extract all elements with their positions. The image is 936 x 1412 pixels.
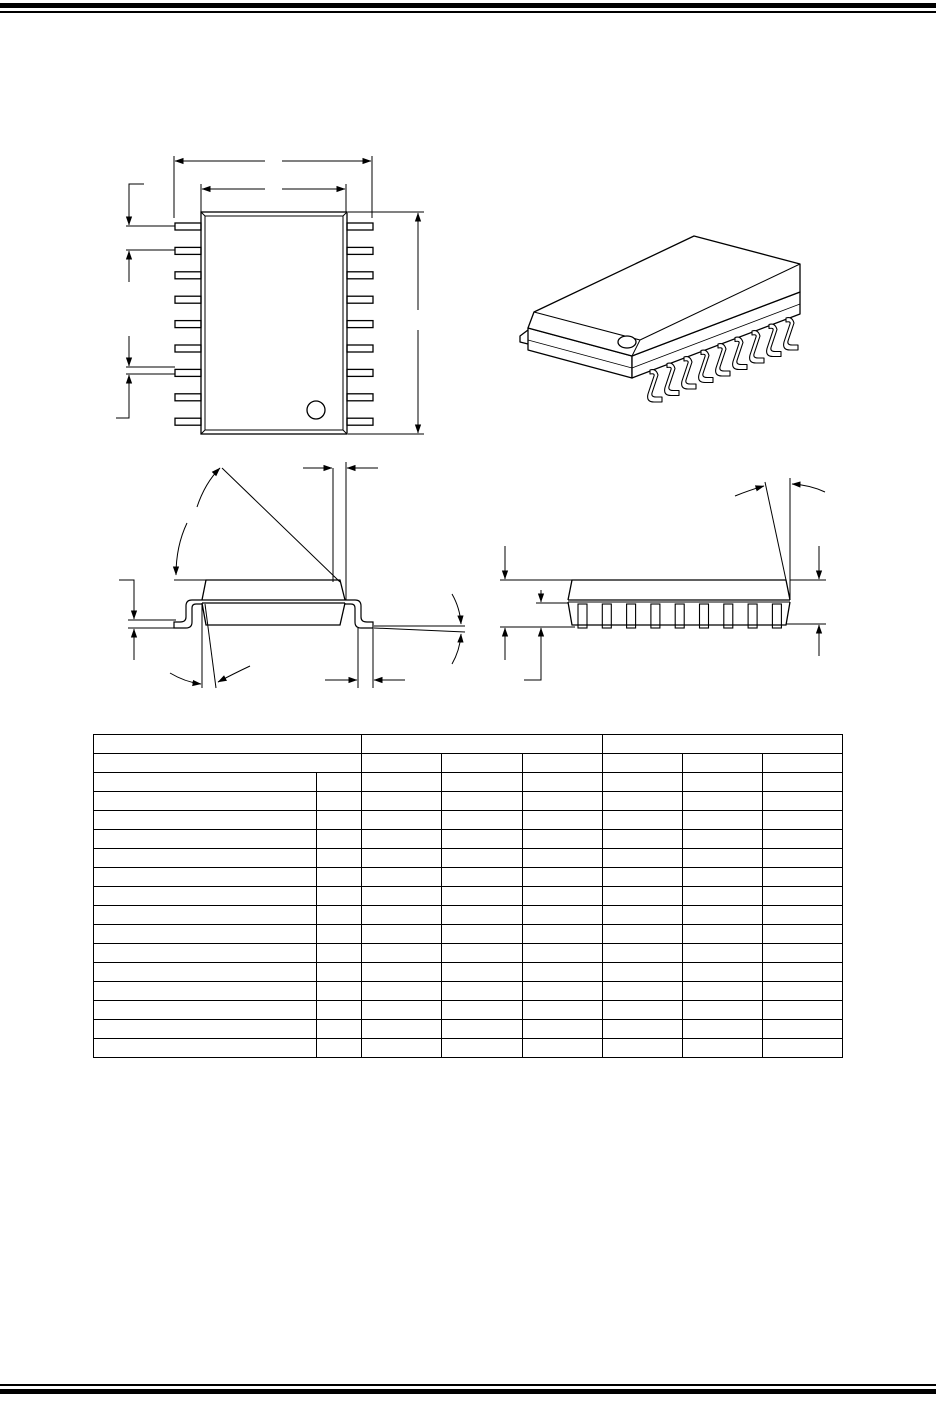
dimension-value-cell xyxy=(362,1039,442,1058)
table-row xyxy=(94,792,843,811)
dimension-value-cell xyxy=(602,963,682,982)
dimension-name-cell xyxy=(94,868,317,887)
dimension-name-cell xyxy=(94,982,317,1001)
dimension-symbol-cell xyxy=(317,1001,362,1020)
dimension-value-cell xyxy=(762,830,842,849)
dimension-symbol-cell xyxy=(317,868,362,887)
dimension-value-cell xyxy=(602,792,682,811)
dimension-value-cell xyxy=(442,1001,522,1020)
side-body-bottom xyxy=(202,603,345,625)
dimension-value-cell xyxy=(762,811,842,830)
dimension-value-cell xyxy=(442,887,522,906)
dim-arrow-pitch xyxy=(129,184,144,225)
dimension-value-cell xyxy=(442,963,522,982)
side-view xyxy=(119,462,465,688)
pin-right-6 xyxy=(347,345,373,352)
table-row xyxy=(94,963,843,982)
dimension-value-cell xyxy=(762,1001,842,1020)
table-row xyxy=(94,811,843,830)
dimension-value-cell xyxy=(682,830,762,849)
dimension-value-cell xyxy=(602,982,682,1001)
isometric-view xyxy=(520,236,800,402)
dimension-value-cell xyxy=(602,811,682,830)
dimension-name-cell xyxy=(94,773,317,792)
dimension-value-cell xyxy=(522,982,602,1001)
dimension-value-cell xyxy=(362,792,442,811)
pin-right-1 xyxy=(347,223,373,230)
dimension-value-cell xyxy=(442,906,522,925)
table-header-cell xyxy=(522,754,602,773)
dimension-value-cell xyxy=(602,1020,682,1039)
table-header-cell xyxy=(682,754,762,773)
table-header-row-units xyxy=(94,735,843,754)
dimension-value-cell xyxy=(602,849,682,868)
dimension-name-cell xyxy=(94,963,317,982)
dimension-value-cell xyxy=(442,868,522,887)
dimension-value-cell xyxy=(362,906,442,925)
iso-pin1-marker-icon xyxy=(618,336,636,348)
dimension-symbol-cell xyxy=(317,982,362,1001)
table-row xyxy=(94,830,843,849)
table-row xyxy=(94,773,843,792)
dimension-value-cell xyxy=(522,1039,602,1058)
dimension-symbol-cell xyxy=(317,1039,362,1058)
table-header-cell xyxy=(602,735,842,754)
dimension-value-cell xyxy=(522,773,602,792)
dimension-value-cell xyxy=(522,963,602,982)
dimension-value-cell xyxy=(362,1020,442,1039)
dimension-value-cell xyxy=(522,944,602,963)
dimension-value-cell xyxy=(682,1001,762,1020)
dimension-value-cell xyxy=(442,1020,522,1039)
dimension-value-cell xyxy=(602,906,682,925)
table-header-cell xyxy=(442,754,522,773)
dimension-value-cell xyxy=(442,982,522,1001)
dimension-value-cell xyxy=(602,1039,682,1058)
table-row xyxy=(94,849,843,868)
left-pin-row xyxy=(175,223,201,425)
dimension-value-cell xyxy=(682,868,762,887)
dimension-value-cell xyxy=(362,944,442,963)
pin-right-7 xyxy=(347,369,373,376)
dimension-value-cell xyxy=(762,773,842,792)
dimension-value-cell xyxy=(362,963,442,982)
pin1-marker-icon xyxy=(307,401,325,419)
dimension-symbol-cell xyxy=(317,887,362,906)
dimension-value-cell xyxy=(602,830,682,849)
dim-arc-lead-angle xyxy=(170,673,201,684)
pin-left-7 xyxy=(175,369,201,376)
dimension-symbol-cell xyxy=(317,925,362,944)
dimension-value-cell xyxy=(602,773,682,792)
dimension-value-cell xyxy=(442,944,522,963)
table-header-cell xyxy=(762,754,842,773)
dimension-value-cell xyxy=(362,773,442,792)
dimension-table xyxy=(93,734,843,1058)
dimension-value-cell xyxy=(602,868,682,887)
dimension-symbol-cell xyxy=(317,1020,362,1039)
dimension-value-cell xyxy=(762,792,842,811)
dimension-symbol-cell xyxy=(317,792,362,811)
dimension-symbol-cell xyxy=(317,906,362,925)
dimension-symbol-cell xyxy=(317,773,362,792)
dimension-name-cell xyxy=(94,925,317,944)
dimension-value-cell xyxy=(442,830,522,849)
table-header-cell xyxy=(602,754,682,773)
side-body-top xyxy=(202,580,345,600)
dimension-value-cell xyxy=(762,944,842,963)
dimension-value-cell xyxy=(362,830,442,849)
pin-right-4 xyxy=(347,296,373,303)
iso-end-lead xyxy=(520,330,528,344)
dimension-value-cell xyxy=(682,982,762,1001)
iso-lead-2 xyxy=(665,363,679,395)
dimension-value-cell xyxy=(522,849,602,868)
dim-arc-foot-angle xyxy=(452,594,461,624)
iso-lead-4 xyxy=(699,350,713,382)
table-row xyxy=(94,1020,843,1039)
table-header-cell xyxy=(362,735,602,754)
dimension-value-cell xyxy=(442,811,522,830)
dimension-value-cell xyxy=(762,925,842,944)
table-row xyxy=(94,906,843,925)
footer-rule-thin xyxy=(0,1384,936,1386)
dimension-value-cell xyxy=(762,963,842,982)
dimension-value-cell xyxy=(762,982,842,1001)
dimension-value-cell xyxy=(362,1001,442,1020)
dimension-name-cell xyxy=(94,1020,317,1039)
dimension-value-cell xyxy=(602,944,682,963)
dimension-value-cell xyxy=(362,925,442,944)
dimension-symbol-cell xyxy=(317,849,362,868)
dimension-name-cell xyxy=(94,849,317,868)
dimension-value-cell xyxy=(682,811,762,830)
right-pin-row xyxy=(347,223,373,425)
dimension-name-cell xyxy=(94,944,317,963)
dimension-value-cell xyxy=(362,887,442,906)
dimension-name-cell xyxy=(94,1001,317,1020)
dimension-value-cell xyxy=(602,1001,682,1020)
dimension-value-cell xyxy=(682,925,762,944)
dimension-value-cell xyxy=(442,1039,522,1058)
dimension-value-cell xyxy=(522,1020,602,1039)
dimension-value-cell xyxy=(522,868,602,887)
pin-left-5 xyxy=(175,321,201,328)
table-row xyxy=(94,925,843,944)
table-header-cell xyxy=(94,735,362,754)
pin-right-3 xyxy=(347,272,373,279)
iso-lead-6 xyxy=(733,337,747,369)
dimension-value-cell xyxy=(682,906,762,925)
dimension-value-cell xyxy=(522,811,602,830)
dimension-value-cell xyxy=(522,792,602,811)
dimension-value-cell xyxy=(682,849,762,868)
package-body-inner xyxy=(205,216,343,430)
dimension-value-cell xyxy=(682,773,762,792)
iso-lead-7 xyxy=(750,331,764,363)
dimension-value-cell xyxy=(442,925,522,944)
dimension-value-cell xyxy=(762,906,842,925)
dimension-name-cell xyxy=(94,1039,317,1058)
dimension-value-cell xyxy=(522,887,602,906)
dimension-value-cell xyxy=(442,849,522,868)
dimension-name-cell xyxy=(94,830,317,849)
iso-lead-3 xyxy=(682,357,696,389)
dim-arc-chamfer-angle xyxy=(197,468,220,507)
dimension-value-cell xyxy=(762,849,842,868)
dimension-value-cell xyxy=(682,887,762,906)
pin-left-8 xyxy=(175,394,201,401)
dimension-value-cell xyxy=(602,925,682,944)
pin-right-8 xyxy=(347,394,373,401)
dimension-value-cell xyxy=(442,792,522,811)
dimension-value-cell xyxy=(522,830,602,849)
pin-left-6 xyxy=(175,345,201,352)
dimension-value-cell xyxy=(522,925,602,944)
dimension-value-cell xyxy=(762,887,842,906)
dimension-symbol-cell xyxy=(317,944,362,963)
dimension-value-cell xyxy=(362,811,442,830)
table-header-row-limits xyxy=(94,754,843,773)
dimension-symbol-cell xyxy=(317,811,362,830)
dimension-value-cell xyxy=(762,1020,842,1039)
table-row xyxy=(94,1001,843,1020)
pin-right-9 xyxy=(347,418,373,425)
table-header-cell xyxy=(362,754,442,773)
dimension-value-cell xyxy=(522,906,602,925)
side-lead-right xyxy=(345,600,373,628)
end-view xyxy=(500,478,826,680)
pin-left-2 xyxy=(175,247,201,254)
pin-right-2 xyxy=(347,247,373,254)
dimension-value-cell xyxy=(362,982,442,1001)
table-header-cell xyxy=(94,754,362,773)
dimension-value-cell xyxy=(682,963,762,982)
dimension-value-cell xyxy=(762,868,842,887)
side-lead-left xyxy=(174,600,202,628)
iso-lead-1 xyxy=(648,370,662,402)
pin-right-5 xyxy=(347,321,373,328)
dimension-value-cell xyxy=(762,1039,842,1058)
pin-left-3 xyxy=(175,272,201,279)
dimension-name-cell xyxy=(94,887,317,906)
table-row xyxy=(94,887,843,906)
dimension-value-cell xyxy=(682,944,762,963)
dimension-value-cell xyxy=(362,868,442,887)
table-row xyxy=(94,982,843,1001)
dimension-value-cell xyxy=(602,887,682,906)
iso-lead-5 xyxy=(716,344,730,376)
dimension-name-cell xyxy=(94,906,317,925)
dimension-value-cell xyxy=(442,773,522,792)
package-body-outer xyxy=(201,212,347,434)
table-row xyxy=(94,868,843,887)
dimension-value-cell xyxy=(682,1039,762,1058)
top-view xyxy=(116,156,424,434)
dimension-symbol-cell xyxy=(317,830,362,849)
dimension-name-cell xyxy=(94,792,317,811)
dim-arc-mold-draft xyxy=(735,486,764,496)
dimension-value-cell xyxy=(682,1020,762,1039)
dimension-name-cell xyxy=(94,811,317,830)
footer-rule-thick xyxy=(0,1389,936,1394)
table-row xyxy=(94,1039,843,1058)
table-row xyxy=(94,944,843,963)
iso-lead-8 xyxy=(767,324,781,356)
dim-arrow-standoff xyxy=(119,580,134,619)
dimension-value-cell xyxy=(522,1001,602,1020)
pin-left-9 xyxy=(175,418,201,425)
end-body-top xyxy=(568,580,790,600)
pin-left-4 xyxy=(175,296,201,303)
dimension-value-cell xyxy=(362,849,442,868)
dimension-symbol-cell xyxy=(317,963,362,982)
dimension-value-cell xyxy=(682,792,762,811)
iso-lead-9 xyxy=(784,318,798,350)
pin-left-1 xyxy=(175,223,201,230)
